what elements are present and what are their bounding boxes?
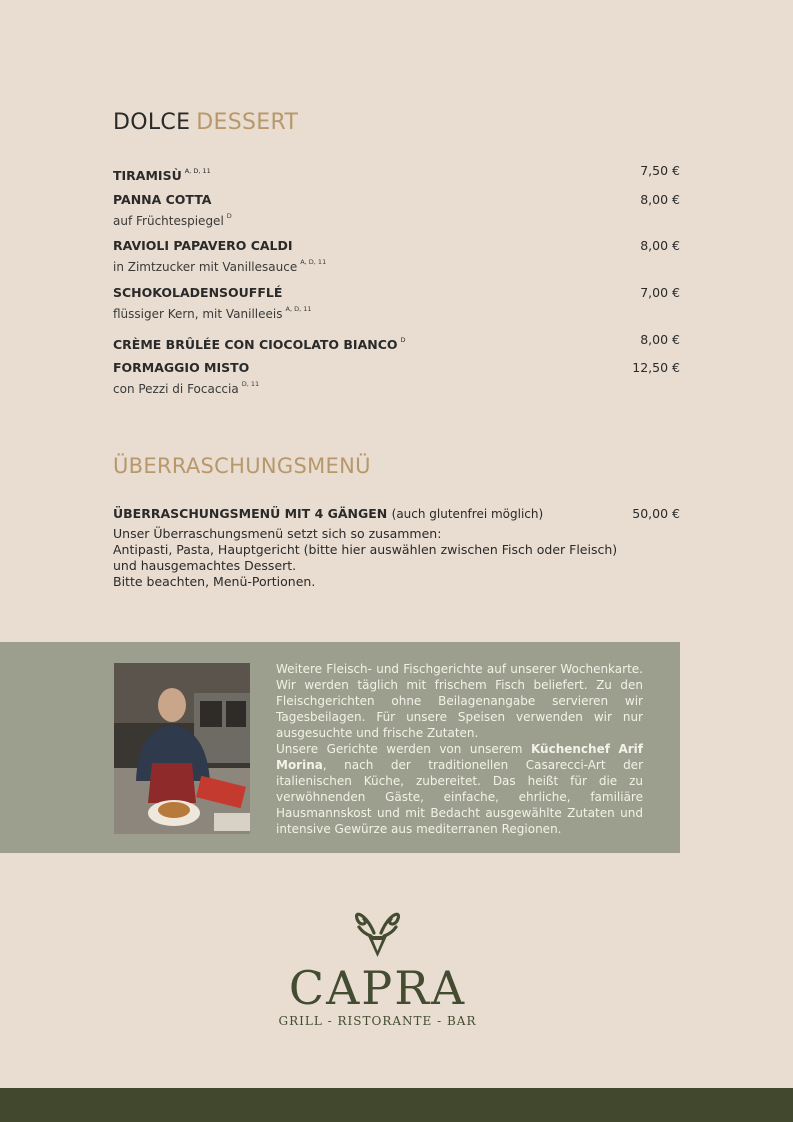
allergen-codes: D <box>400 336 406 344</box>
footer-bar <box>0 1088 793 1122</box>
item-name: SCHOKOLADENSOUFFLÉ <box>113 285 283 300</box>
dessert-heading <box>113 110 298 135</box>
item-name: RAVIOLI PAPAVERO CALDI <box>113 238 293 253</box>
chef-info-band <box>0 642 680 853</box>
info-paragraph: Weitere Fleisch- und Fischgerichte auf unserer Wochenkarte. Wir werden täglich mit frischem Fisch beliefert. Zu den Fleischgerichten ohne Beilagenangabe servieren wir Tagesbeilagen. Für unsere Speisen verwenden wir nur ausgesuchte und frische Zutaten. <box>276 662 643 740</box>
item-description: in Zimtzucker mit Vanillesauce <box>113 260 298 274</box>
chef-info-text <box>276 661 643 837</box>
item-name: FORMAGGIO MISTO <box>113 360 250 375</box>
item-name: TIRAMISÙ <box>113 168 182 183</box>
chef-photo <box>114 663 250 834</box>
allergen-codes: A, D, 11 <box>285 305 312 313</box>
brand-tagline: GRILL - RISTORANTE - BAR <box>278 1014 477 1028</box>
surprise-description <box>113 526 680 590</box>
allergen-codes: A, D, 11 <box>300 258 327 266</box>
menu-item-tiramisu <box>113 163 680 184</box>
chef-title: Küchenchef <box>530 742 610 756</box>
item-name: PANNA COTTA <box>113 192 212 207</box>
menu-item-panna-cotta <box>113 192 680 229</box>
menu-item-souffle <box>113 285 680 322</box>
item-price: 8,00 € <box>640 332 680 347</box>
item-price: 7,00 € <box>640 285 680 300</box>
description-line: Antipasti, Pasta, Hauptgericht (bitte hier auswählen zwischen Fisch oder Fleisch) <box>113 542 618 557</box>
capra-logo <box>270 905 485 1035</box>
item-price: 50,00 € <box>632 506 680 521</box>
description-line: Bitte beachten, Menü-Portionen. <box>113 574 316 589</box>
brand-name: CAPRA <box>288 961 467 1015</box>
menu-item-formaggio <box>113 360 680 397</box>
description-line: und hausgemachtes Dessert. <box>113 558 297 573</box>
dessert-heading-italian: DOLCE <box>113 110 191 135</box>
chef-name: Arif Morina <box>276 742 643 772</box>
item-note: (auch glutenfrei möglich) <box>391 507 544 521</box>
allergen-codes: D <box>226 212 232 220</box>
allergen-codes: D, 11 <box>241 380 260 388</box>
item-description: flüssiger Kern, mit Vanilleeis <box>113 307 283 321</box>
goat-emblem-icon <box>270 905 485 965</box>
dessert-heading-german: DESSERT <box>196 110 299 135</box>
item-description: con Pezzi di Focaccia <box>113 382 239 396</box>
item-price: 7,50 € <box>640 163 680 178</box>
menu-item-creme-brulee <box>113 332 680 353</box>
item-price: 8,00 € <box>640 192 680 207</box>
item-price: 8,00 € <box>640 238 680 253</box>
surprise-menu-item <box>113 506 680 590</box>
menu-item-ravioli <box>113 238 680 275</box>
allergen-codes: A, D, 11 <box>184 167 211 175</box>
item-price: 12,50 € <box>632 360 680 375</box>
item-name: ÜBERRASCHUNGSMENÜ MIT 4 GÄNGEN <box>113 506 388 521</box>
item-description: auf Früchtespiegel <box>113 214 224 228</box>
item-name: CRÈME BRÛLÉE CON CIOCOLATO BIANCO <box>113 337 398 352</box>
surprise-menu-heading: ÜBERRASCHUNGSMENÜ <box>113 454 371 478</box>
description-line: Unser Überraschungsmenü setzt sich so zusammen: <box>113 526 442 541</box>
chef-paragraph: Unsere Gerichte werden von unserem Küchenchef Arif Morina, nach der traditionellen Casarecci-Art der italienischen Küche, zubereitet. Das heißt für die zu verwöhnenden Gäste, einfache, ehrliche, familiäre Hausmannskost und mit Bedacht ausgewählte Zutaten und intensive Gewürze aus mediterranen Regionen. <box>276 742 643 836</box>
